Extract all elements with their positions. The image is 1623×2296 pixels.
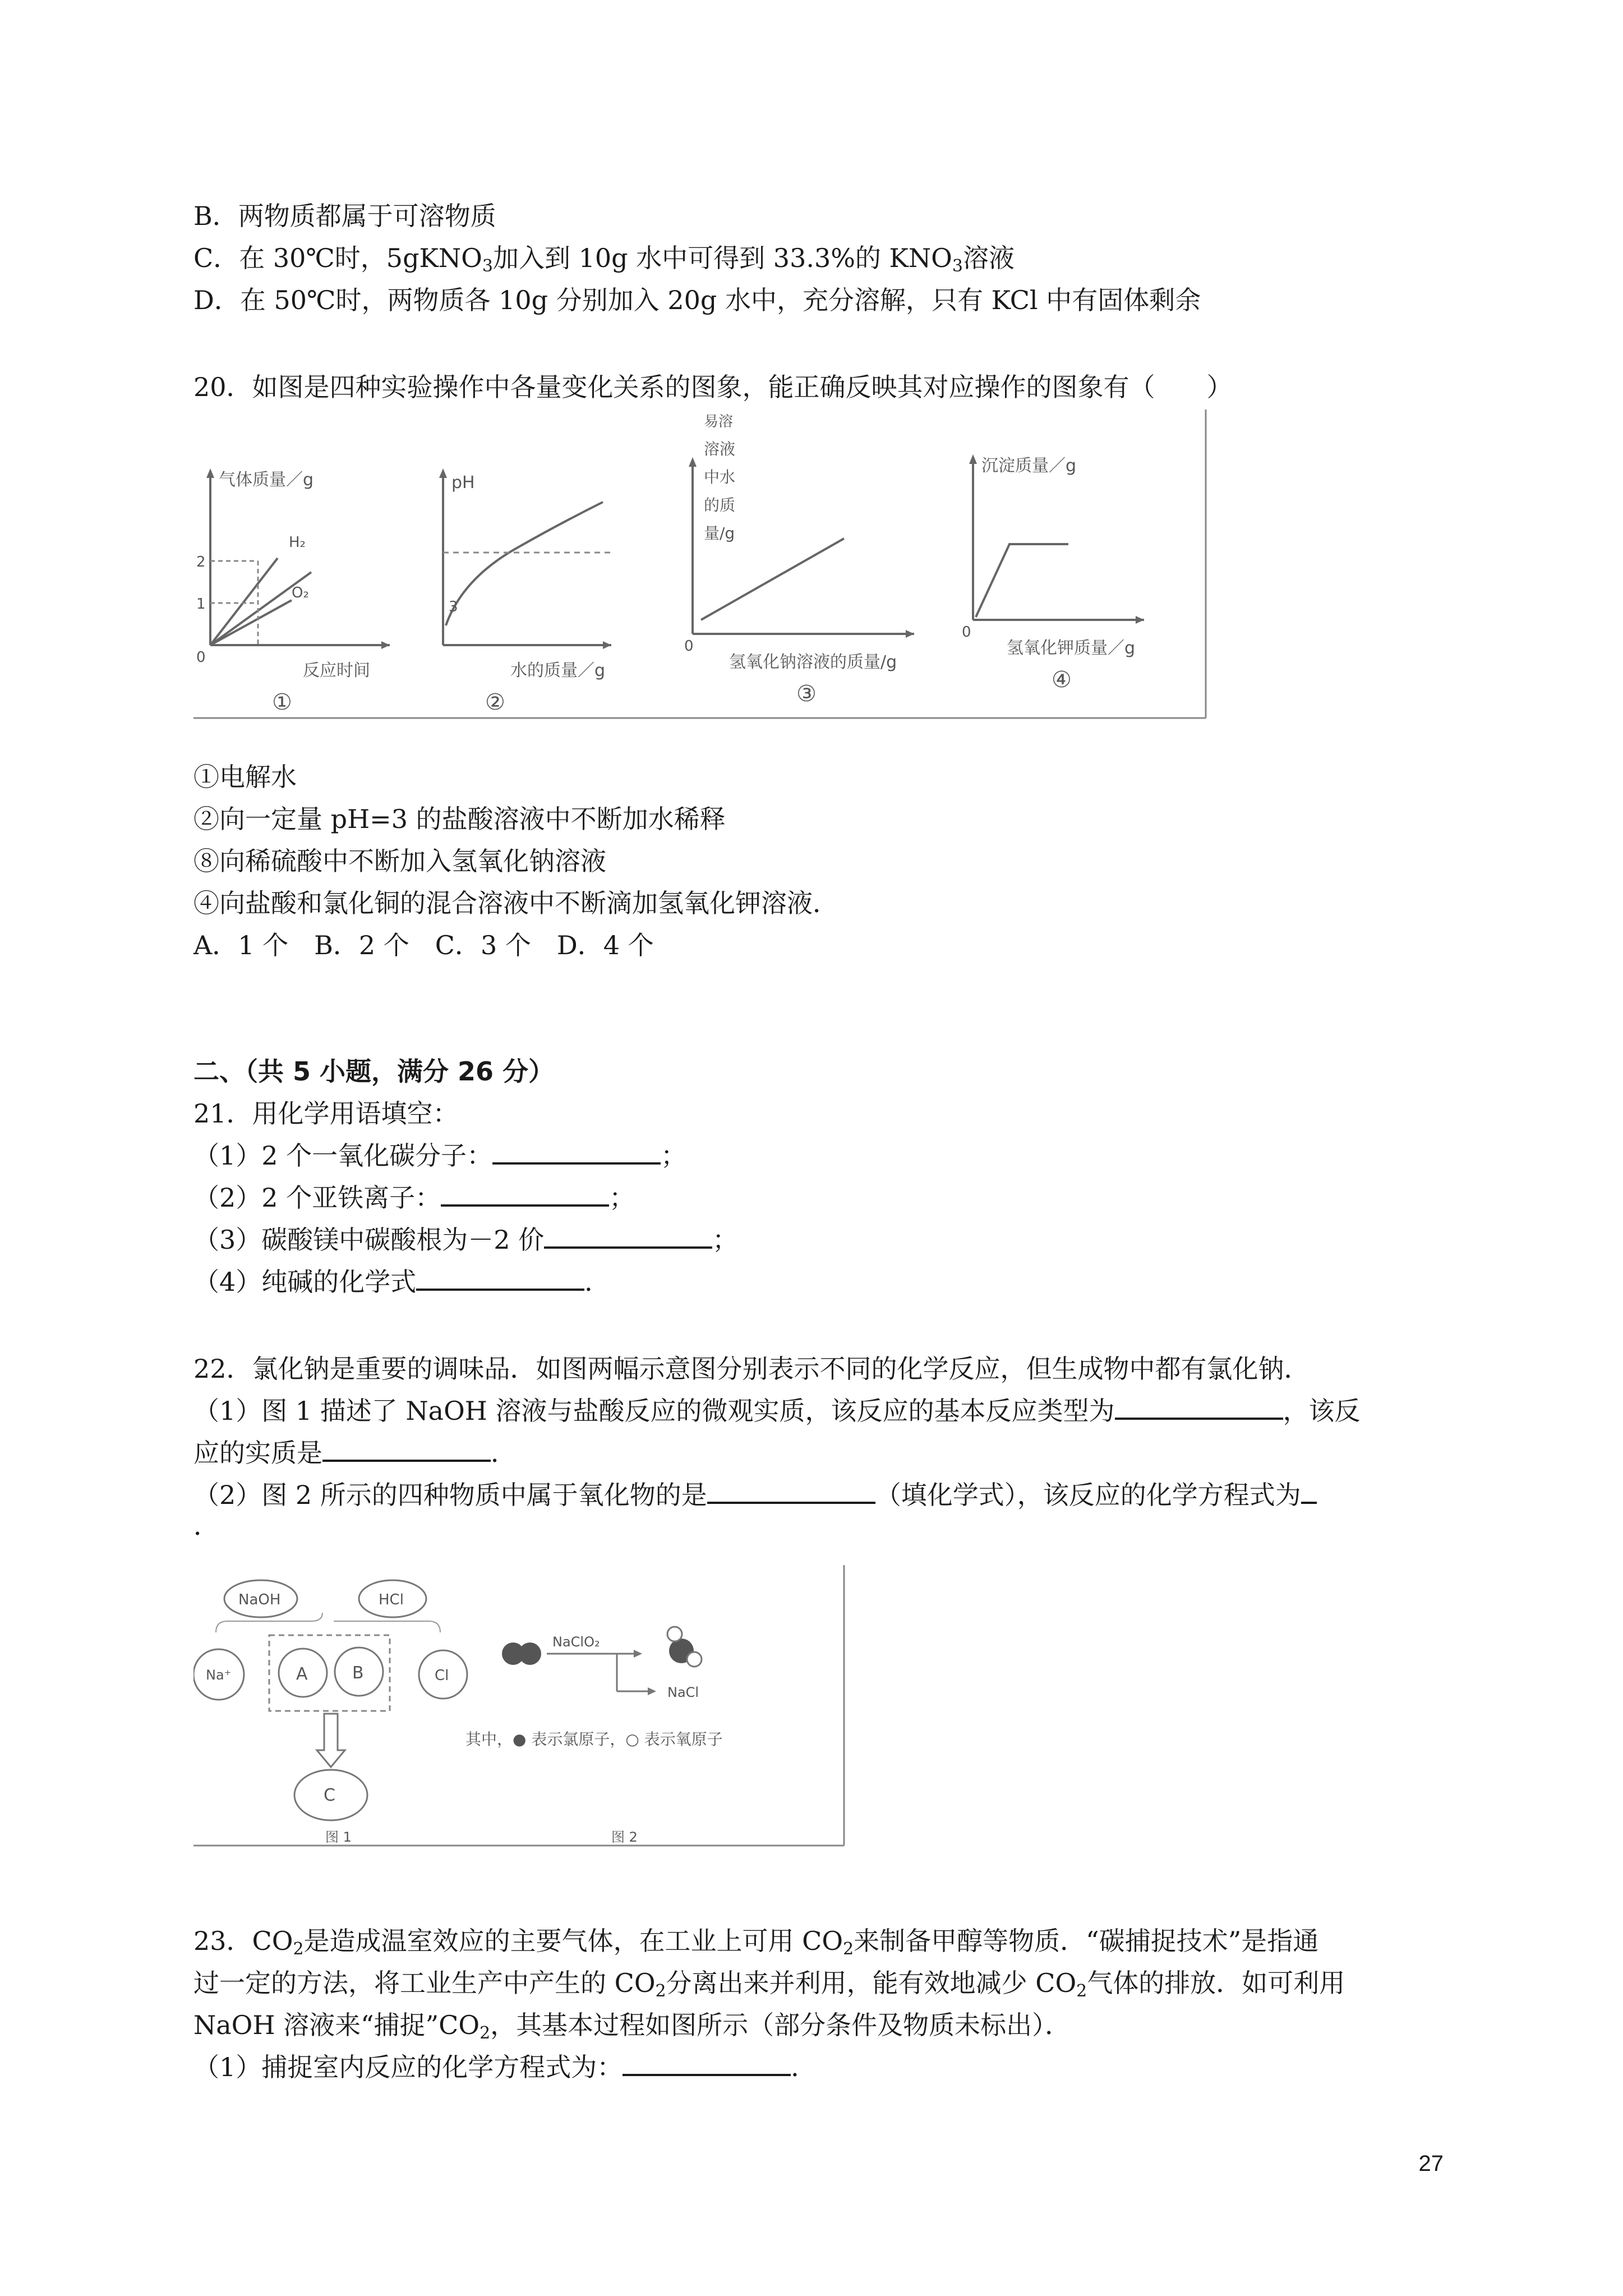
g2-ph-curve bbox=[446, 502, 603, 625]
svg-text:1: 1 bbox=[196, 596, 206, 613]
q23-line-1: 23．$CO_2$是造成温室效应的主要气体，在工业上可用 $CO_2$来制备甲醇等物质．“碳捕捉技术”是指通 bbox=[193, 1926, 1319, 1959]
graph-3 bbox=[684, 413, 914, 707]
svg-text:0: 0 bbox=[962, 624, 971, 641]
answer-blank[interactable] bbox=[416, 1266, 584, 1291]
svg-text:B: B bbox=[352, 1663, 364, 1683]
svg-text:0: 0 bbox=[196, 649, 206, 666]
q23-part-1: （1）捕捉室内反应的化学方程式为： ． bbox=[193, 2052, 817, 2082]
svg-text:其中，● 表示氯原子，○ 表示氧原子: 其中，● 表示氯原子，○ 表示氧原子 bbox=[465, 1730, 723, 1749]
q23-line-3: NaOH 溶液来“捕捉$”CO_2$，其基本过程如图所示（部分条件及物质未标出）． bbox=[193, 2010, 1071, 2043]
svg-text:NaCl: NaCl bbox=[667, 1685, 699, 1700]
answer-blank[interactable] bbox=[492, 1140, 661, 1165]
g1-ylabel: 气体质量／g bbox=[219, 470, 314, 490]
g2-xlabel: 水的质量／g bbox=[510, 661, 606, 680]
q22-stem: 22．氯化钠是重要的调味品．如图两幅示意图分别表示不同的化学反应，但生成物中都有氯化钠． bbox=[193, 1354, 1310, 1384]
q19-option-d: D．在 50℃时，两物质各 10g 分别加入 20g 水中，充分溶解，只有 KCl 中有固体剩余 bbox=[193, 285, 1201, 315]
q21-part-2: （2）2 个亚铁离子： ； bbox=[193, 1182, 635, 1213]
answer-blank[interactable] bbox=[1115, 1395, 1283, 1420]
answer-blank[interactable] bbox=[322, 1437, 491, 1462]
q21-part-3: （3）碳酸镁中碳酸根为－2 价 ； bbox=[193, 1225, 739, 1255]
svg-text:H₂: H₂ bbox=[289, 534, 306, 551]
q19-option-b: B．两物质都属于可溶物质 bbox=[193, 201, 496, 231]
svg-text:NaClO₂: NaClO₂ bbox=[552, 1634, 600, 1650]
g1-number: ① bbox=[272, 689, 292, 715]
svg-text:O₂: O₂ bbox=[292, 585, 309, 601]
svg-text:C: C bbox=[324, 1786, 335, 1805]
graph-1 bbox=[196, 468, 390, 715]
g1-o2-line bbox=[210, 600, 292, 645]
svg-text:沉淀质量／g: 沉淀质量／g bbox=[981, 456, 1077, 476]
graph-4 bbox=[962, 454, 1144, 693]
svg-text:2: 2 bbox=[196, 554, 206, 570]
q20-item-1: ①电解水 bbox=[193, 762, 297, 792]
svg-text:Cl: Cl bbox=[435, 1667, 449, 1684]
svg-text:图 2: 图 2 bbox=[611, 1829, 638, 1845]
svg-text:量/g: 量/g bbox=[704, 524, 735, 542]
q20-figure bbox=[193, 409, 1214, 724]
figure-1 bbox=[193, 1580, 467, 1845]
page-number: 27 bbox=[1418, 2151, 1444, 2176]
answer-blank[interactable] bbox=[441, 1182, 609, 1207]
answer-blank[interactable] bbox=[544, 1224, 712, 1249]
q22-part-2-end: ． bbox=[193, 1511, 219, 1541]
q22-part-2: （2）图 2 所示的四种物质中属于氧化物的是 （填化学式），该反应的化学方程式为 bbox=[193, 1478, 1317, 1512]
q22-figure bbox=[193, 1565, 850, 1851]
g1-h2-line-upper bbox=[210, 572, 311, 645]
svg-text:易溶: 易溶 bbox=[704, 413, 734, 430]
q21-stem: 21．用化学用语填空： bbox=[193, 1098, 459, 1129]
answer-blank[interactable] bbox=[1301, 1479, 1317, 1504]
g3-line bbox=[701, 539, 844, 620]
svg-text:的质: 的质 bbox=[704, 496, 736, 514]
q21-part-4: （4）纯碱的化学式 ． bbox=[193, 1267, 611, 1297]
answer-blank[interactable] bbox=[707, 1479, 875, 1504]
g3-number: ③ bbox=[796, 681, 817, 707]
g1-xlabel: 反应时间 bbox=[303, 661, 370, 680]
g3-xlabel: 氢氧化钠溶液的质量/g bbox=[729, 652, 897, 672]
section-heading: 二、（共 5 小题，满分 26 分） bbox=[193, 1056, 555, 1087]
svg-text:A: A bbox=[296, 1664, 308, 1684]
q21-part-1: （1）2 个一氧化碳分子： ； bbox=[193, 1140, 687, 1171]
q22-part-1-cont: 应的实质是 ． bbox=[193, 1438, 517, 1468]
q20-stem: 20．如图是四种实验操作中各量变化关系的图象，能正确反映其对应操作的图象有（ ） bbox=[193, 372, 1233, 402]
g4-number: ④ bbox=[1052, 667, 1072, 693]
svg-text:中水: 中水 bbox=[704, 468, 736, 486]
q19-option-c: C．在 30℃时，5gKNO$_3$加入到 10g 水中可得到 33.3%的 $KNO_3$溶液 bbox=[193, 243, 1015, 276]
q20-options: A．1 个 B．2 个 C．3 个 D．4 个 bbox=[193, 930, 654, 960]
q22-part-1: （1）图 1 描述了 NaOH 溶液与盐酸反应的微观实质，该反应的基本反应类型为 ，该反 bbox=[193, 1396, 1361, 1426]
g1-h2-line bbox=[210, 558, 278, 645]
svg-text:pH: pH bbox=[451, 473, 475, 493]
q20-item-4: ④向盐酸和氯化铜的混合溶液中不断滴加氢氧化钾溶液． bbox=[193, 888, 838, 918]
svg-text:0: 0 bbox=[684, 638, 694, 655]
g4-line bbox=[976, 544, 1068, 617]
svg-text:NaOH: NaOH bbox=[238, 1591, 281, 1608]
q20-item-3: ⑧向稀硫酸中不断加入氢氧化钠溶液 bbox=[193, 846, 606, 876]
svg-text:HCl: HCl bbox=[379, 1591, 404, 1608]
graph-2 bbox=[439, 468, 611, 715]
svg-text:Na⁺: Na⁺ bbox=[206, 1667, 232, 1683]
figure-2 bbox=[465, 1627, 723, 1845]
svg-text:图 1: 图 1 bbox=[325, 1829, 352, 1845]
q23-line-2: 过一定的方法，将工业生产中产生的 $CO_2$分离出来并利用，能有效地减少 $CO_2$气体的排放．如可利用 bbox=[193, 1968, 1345, 2001]
svg-text:溶液: 溶液 bbox=[704, 440, 736, 458]
g2-number: ② bbox=[485, 689, 505, 715]
answer-blank[interactable] bbox=[623, 2051, 791, 2076]
svg-text:3: 3 bbox=[449, 599, 458, 615]
q20-item-2: ②向一定量 pH=3 的盐酸溶液中不断加水稀释 bbox=[193, 804, 726, 834]
g4-xlabel: 氢氧化钾质量／g bbox=[1007, 638, 1136, 658]
